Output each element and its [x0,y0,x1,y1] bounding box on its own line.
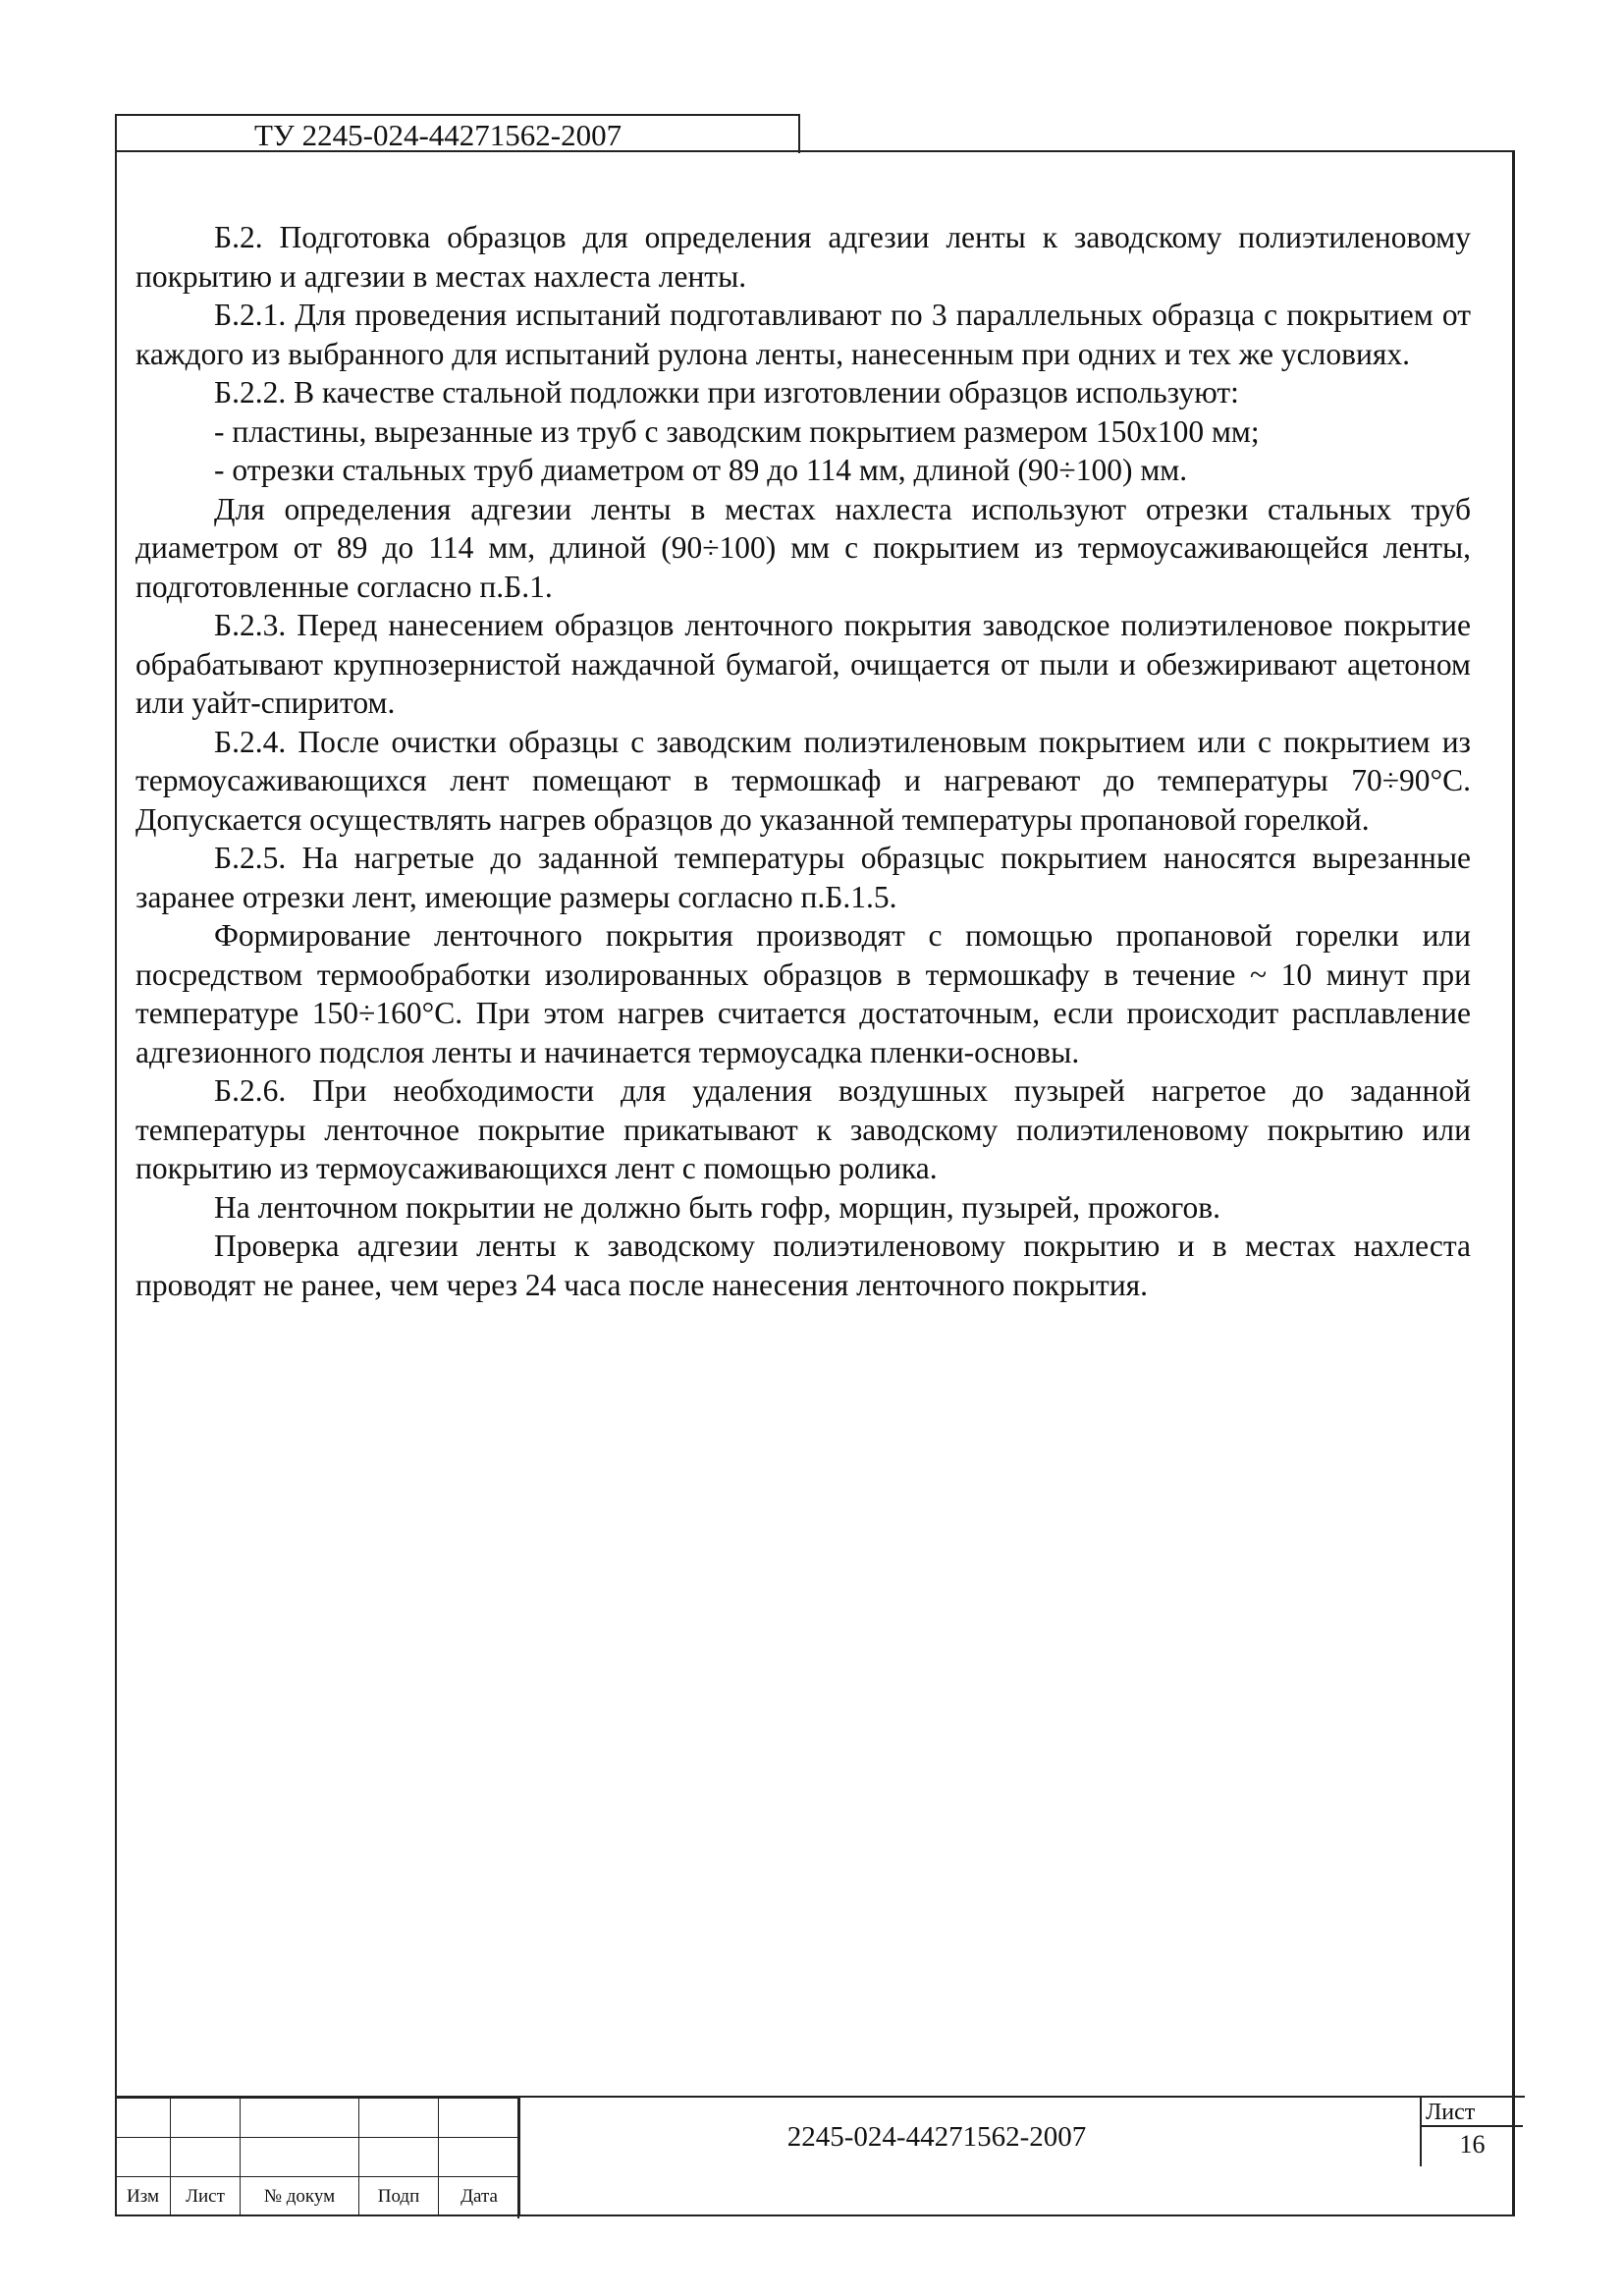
paragraph: Проверка адгезии ленты к заводскому полиэтиленовому покрытию и в местах нахлеста проводят не ранее, чем через 24 часа после нанесения ленточного покрытия. [135,1229,1471,1302]
paragraph: Б.2.5. На нагретые до заданной температуры образцыс покрытием наносятся вырезанные заранее отрезки лент, имеющие размеры согласно п.Б.1.5. [135,841,1471,914]
column-date: Дата [439,2177,520,2216]
paragraph: Б.2. Подготовка образцов для определения адгезии ленты к заводскому полиэтиленовому покрытию и адгезии в местах нахлеста ленты. [135,220,1471,294]
sheet-label: Лист [1422,2098,1523,2127]
title-block [115,2096,1525,2218]
paragraph: На ленточном покрытии не должно быть гофр, морщин, пузырей, прожогов. [214,1189,1220,1225]
paragraph: Б.2.3. Перед нанесением образцов ленточного покрытия заводское полиэтиленовое покрытие обрабатывают крупнозернистой наждачной бумагой, очищается от пыли и обезжиривают ацетоном или уайт-спиритом. [135,608,1471,720]
paragraph: Б.2.4. После очистки образцы с заводским полиэтиленовым покрытием или с покрытием из термоусаживающихся лент помещают в термошкаф и нагревают до температуры 70÷90°С. Допускается осуществлять нагрев образцов до указанной температуры пропановой горелкой. [135,724,1471,837]
paragraph: Б.2.2. В качестве стальной подложки при изготовлении образцов используют: [214,375,1239,410]
document-code-header [115,114,800,153]
list-item: - отрезки стальных труб диаметром от 89 до 114 мм, длиной (90÷100) мм. [214,453,1188,487]
paragraph: Для определения адгезии ленты в местах нахлеста используют отрезки стальных труб диаметром от 89 до 114 мм, длиной (90÷100) мм с покрытием из термоусаживающейся ленты, подготовленные согласно п.Б.1. [135,491,1471,604]
column-izm: Изм [116,2177,171,2216]
paragraph: Б.2.1. Для проведения испытаний подготавливают по 3 параллельных образца с покрытием от каждого из выбранного для испытаний рулона ленты, нанесенным при одних и тех же условиях. [135,298,1471,371]
paragraph: Формирование ленточного покрытия производят с помощью пропановой горелки или посредством термообработки изолированных образцов в термошкафу в течение ~ 10 минут при температуре 150÷160°С. При этом нагрев считается достаточным, если происходит расплавление адгезионного подслоя ленты и начинается термоусадка пленки-основы. [135,918,1471,1069]
document-body [135,218,1471,1304]
title-block-main [517,2098,1535,2218]
sheet-number: 16 [1459,2130,1486,2159]
column-signature: Подп [359,2177,439,2216]
header-code: ТУ 2245-024-44271562-2007 [254,118,622,152]
column-doc-number: № докум [241,2177,359,2216]
revision-table [115,2098,520,2216]
column-list: Лист [171,2177,241,2216]
paragraph: Б.2.6. При необходимости для удаления воздушных пузырей нагретое до заданной температуры ленточное покрытие прикатывают к заводскому полиэтиленовому покрытию или покрытию из термоусаживающихся лент с помощью ролика. [135,1073,1471,1185]
list-item: - пластины, вырезанные из труб с заводским покрытием размером 150х100 мм; [214,413,1260,449]
sheet-box [1420,2098,1523,2166]
title-block-code: 2245-024-44271562-2007 [786,2121,1087,2153]
